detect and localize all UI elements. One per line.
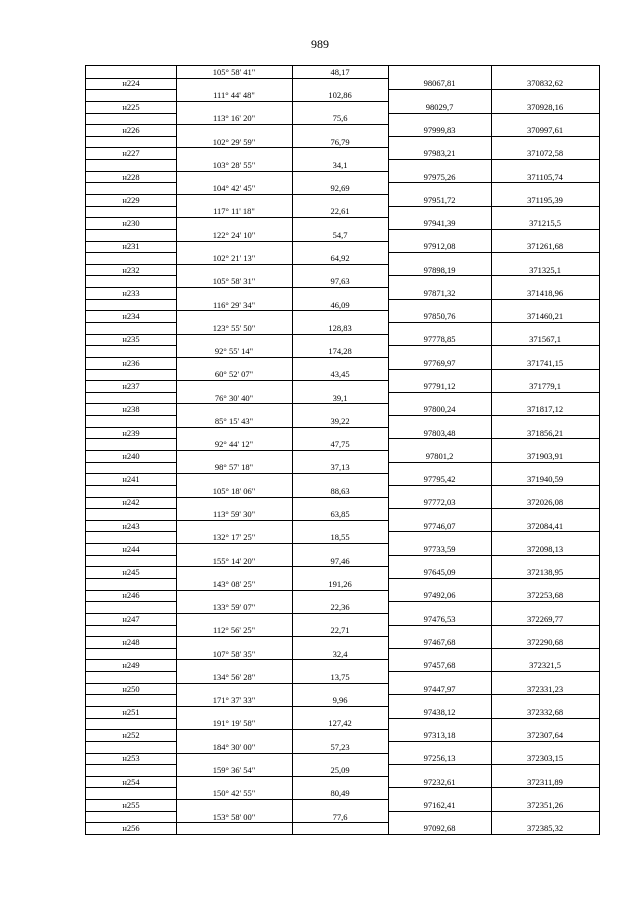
row-divider <box>86 159 176 160</box>
row-divider <box>86 299 176 300</box>
coord-x-cell: 97256,13 <box>423 753 456 763</box>
point-name-cell: н250 <box>122 684 140 694</box>
angle-cell: 123° 55' 50" <box>212 323 256 333</box>
row-divider <box>86 206 176 207</box>
row-divider <box>86 415 176 416</box>
angle-cell: 103° 28' 55" <box>212 160 256 170</box>
row-divider <box>388 229 599 230</box>
row-divider <box>86 555 176 556</box>
coord-y-cell: 372307,64 <box>526 730 564 740</box>
page-number: 989 <box>311 37 329 51</box>
length-cell: 32,4 <box>332 649 348 659</box>
coord-y-cell: 371215,5 <box>529 218 561 228</box>
coord-x-cell: 98029,7 <box>425 102 454 112</box>
length-cell: 54,7 <box>332 230 348 240</box>
coord-x-cell: 97803,48 <box>423 428 456 438</box>
length-cell: 88,63 <box>330 486 350 496</box>
point-name-cell: н247 <box>122 614 140 624</box>
angle-cell: 92° 44' 12" <box>214 439 254 449</box>
angle-cell: 153° 58' 00" <box>212 812 256 822</box>
row-divider <box>86 764 176 765</box>
angle-cell: 105° 18' 06" <box>212 486 256 496</box>
length-cell: 57,23 <box>330 742 350 752</box>
angle-cell: 85° 15' 43" <box>214 416 254 426</box>
point-name-cell: н229 <box>122 195 140 205</box>
length-cell: 77,6 <box>332 812 348 822</box>
row-divider <box>388 159 599 160</box>
row-divider <box>86 671 176 672</box>
coord-y-cell: 372290,68 <box>526 637 564 647</box>
angle-cell: 111° 44' 48" <box>213 90 255 100</box>
row-divider <box>86 485 176 486</box>
length-cell: 18,55 <box>330 532 350 542</box>
angle-cell: 76° 30' 40" <box>214 393 254 403</box>
row-divider <box>86 322 176 323</box>
coord-x-cell: 97898,19 <box>423 265 456 275</box>
coord-y-cell: 371856,21 <box>526 428 564 438</box>
row-divider <box>388 694 599 695</box>
row-divider <box>388 345 599 346</box>
coord-y-cell: 371940,59 <box>526 474 564 484</box>
length-cell: 128,83 <box>328 323 352 333</box>
coord-x-cell: 97457,68 <box>423 660 456 670</box>
angle-cell: 105° 58' 41" <box>212 67 256 77</box>
row-divider <box>388 671 599 672</box>
length-cell: 102,86 <box>328 90 352 100</box>
row-divider <box>388 322 599 323</box>
coord-y-cell: 372138,95 <box>526 567 564 577</box>
coord-y-cell: 370832,62 <box>526 78 564 88</box>
length-cell: 13,75 <box>330 672 350 682</box>
point-name-cell: н253 <box>122 753 140 763</box>
coord-x-cell: 97313,18 <box>423 730 456 740</box>
point-name-cell: н251 <box>122 707 140 717</box>
coord-y-cell: 371325,1 <box>529 265 561 275</box>
length-cell: 39,22 <box>330 416 350 426</box>
row-divider <box>86 252 176 253</box>
angle-cell: 102° 21' 13" <box>212 253 256 263</box>
angle-cell: 116° 29' 34" <box>212 300 256 310</box>
point-name-cell: н241 <box>122 474 140 484</box>
row-divider <box>86 89 176 90</box>
row-divider <box>388 811 599 812</box>
coord-x-cell: 97467,68 <box>423 637 456 647</box>
row-divider <box>388 741 599 742</box>
row-divider <box>388 369 599 370</box>
length-cell: 46,09 <box>330 300 350 310</box>
angle-cell: 132° 17' 25" <box>212 532 256 542</box>
angle-cell: 171° 37' 33" <box>212 695 256 705</box>
row-divider <box>86 694 176 695</box>
point-name-cell: н243 <box>122 521 140 531</box>
coord-y-cell: 371105,74 <box>527 172 563 182</box>
angle-cell: 105° 58' 31" <box>212 276 256 286</box>
coord-y-cell: 372331,23 <box>526 684 564 694</box>
angle-cell: 133° 59' 07" <box>212 602 256 612</box>
row-divider <box>388 718 599 719</box>
row-divider <box>388 206 599 207</box>
row-divider <box>388 136 599 137</box>
point-name-cell: н224 <box>122 78 140 88</box>
angle-cell: 155° 14' 20" <box>212 556 256 566</box>
coord-y-cell: 371195,39 <box>527 195 563 205</box>
coord-x-cell: 97769,97 <box>423 358 456 368</box>
coord-y-cell: 371779,1 <box>529 381 561 391</box>
row-divider <box>388 601 599 602</box>
row-divider <box>388 392 599 393</box>
angle-cell: 191° 19' 58" <box>212 718 256 728</box>
coord-y-cell: 372311,89 <box>527 777 563 787</box>
coord-y-cell: 372303,15 <box>526 753 564 763</box>
coord-x-cell: 97778,85 <box>423 334 456 344</box>
row-divider <box>86 229 176 230</box>
coord-y-cell: 372321,5 <box>529 660 561 670</box>
coord-y-cell: 370997,61 <box>526 125 564 135</box>
point-name-cell: н232 <box>122 265 140 275</box>
row-divider <box>86 741 176 742</box>
length-cell: 97,46 <box>330 556 350 566</box>
point-name-cell: н240 <box>122 451 140 461</box>
row-divider <box>86 182 176 183</box>
length-cell: 43,45 <box>330 369 350 379</box>
row-divider <box>388 415 599 416</box>
point-name-cell: н234 <box>122 311 140 321</box>
row-divider <box>86 648 176 649</box>
angle-cell: 102° 29' 59" <box>212 137 256 147</box>
coord-x-cell: 97983,21 <box>423 148 456 158</box>
row-divider <box>86 601 176 602</box>
angle-cell: 113° 59' 30" <box>212 509 256 519</box>
coord-x-cell: 97772,03 <box>423 497 456 507</box>
coord-x-cell: 97232,61 <box>423 777 456 787</box>
row-divider <box>388 531 599 532</box>
angle-cell: 112° 56' 25" <box>212 625 256 635</box>
point-name-cell: н245 <box>122 567 140 577</box>
coord-y-cell: 372332,68 <box>526 707 564 717</box>
row-divider <box>388 252 599 253</box>
coord-y-cell: 371903,91 <box>526 451 564 461</box>
coord-x-cell: 97795,42 <box>423 474 456 484</box>
angle-cell: 134° 56' 28" <box>212 672 256 682</box>
row-divider <box>86 578 176 579</box>
length-cell: 47,75 <box>330 439 350 449</box>
angle-cell: 98° 57' 18" <box>214 462 254 472</box>
row-divider <box>388 462 599 463</box>
coord-x-cell: 97801,2 <box>425 451 454 461</box>
row-divider <box>86 136 176 137</box>
coord-x-cell: 97492,06 <box>423 590 456 600</box>
row-divider <box>86 531 176 532</box>
coord-y-cell: 371418,96 <box>526 288 564 298</box>
length-cell: 9,96 <box>332 695 348 705</box>
row-divider <box>388 625 599 626</box>
coord-x-cell: 97912,08 <box>423 241 456 251</box>
coord-x-cell: 97999,83 <box>423 125 456 135</box>
length-cell: 48,17 <box>330 67 350 77</box>
length-cell: 80,49 <box>330 788 350 798</box>
coord-y-cell: 372253,68 <box>526 590 564 600</box>
row-divider <box>86 625 176 626</box>
point-name-cell: н246 <box>122 590 140 600</box>
row-divider <box>388 485 599 486</box>
point-name-cell: н254 <box>122 777 140 787</box>
row-divider <box>86 275 176 276</box>
coord-y-cell: 372269,77 <box>526 614 564 624</box>
row-divider <box>86 113 176 114</box>
coord-y-cell: 372098,13 <box>526 544 564 554</box>
length-cell: 92,69 <box>330 183 350 193</box>
coord-x-cell: 97162,41 <box>423 800 456 810</box>
length-cell: 25,09 <box>330 765 350 775</box>
length-cell: 22,71 <box>330 625 350 635</box>
row-divider <box>86 811 176 812</box>
point-name-cell: н235 <box>122 334 140 344</box>
coord-x-cell: 97733,59 <box>423 544 456 554</box>
angle-cell: 107° 58' 35" <box>212 649 256 659</box>
coord-x-cell: 97941,39 <box>423 218 456 228</box>
row-divider <box>388 299 599 300</box>
length-cell: 127,42 <box>328 718 352 728</box>
point-name-cell: н230 <box>122 218 140 228</box>
angle-cell: 113° 16' 20" <box>212 113 256 123</box>
coord-y-cell: 371741,15 <box>526 358 564 368</box>
coord-y-cell: 371072,58 <box>526 148 564 158</box>
row-divider <box>86 369 176 370</box>
angle-cell: 117° 11' 18" <box>213 206 255 216</box>
row-divider <box>86 392 176 393</box>
coord-y-cell: 371567,1 <box>529 334 561 344</box>
point-name-cell: н227 <box>122 148 140 158</box>
row-divider <box>388 578 599 579</box>
length-cell: 22,36 <box>330 602 350 612</box>
coord-y-cell: 370928,16 <box>526 102 564 112</box>
row-divider <box>86 508 176 509</box>
length-cell: 75,6 <box>332 113 348 123</box>
row-divider <box>388 555 599 556</box>
point-name-cell: н238 <box>122 404 140 414</box>
row-divider <box>86 787 176 788</box>
coord-x-cell: 97645,09 <box>423 567 456 577</box>
coord-y-cell: 372385,32 <box>526 823 564 833</box>
point-name-cell: н239 <box>122 428 140 438</box>
length-cell: 64,92 <box>330 253 350 263</box>
coord-x-cell: 97438,12 <box>423 707 456 717</box>
angle-cell: 159° 36' 54" <box>212 765 256 775</box>
length-cell: 22,61 <box>330 206 350 216</box>
coord-x-cell: 97800,24 <box>423 404 456 414</box>
coord-y-cell: 372026,08 <box>526 497 564 507</box>
angle-cell: 184° 30' 00" <box>212 742 256 752</box>
point-name-cell: н252 <box>122 730 140 740</box>
row-divider <box>86 438 176 439</box>
point-name-cell: н242 <box>122 497 140 507</box>
row-divider <box>86 462 176 463</box>
angle-cell: 92° 55' 14" <box>214 346 254 356</box>
coord-x-cell: 98067,81 <box>423 78 456 88</box>
angle-cell: 104° 42' 45" <box>212 183 256 193</box>
point-name-cell: н226 <box>122 125 140 135</box>
length-cell: 191,26 <box>328 579 352 589</box>
point-name-cell: н228 <box>122 172 140 182</box>
coord-x-cell: 97791,12 <box>423 381 456 391</box>
point-name-cell: н237 <box>122 381 140 391</box>
length-cell: 76,79 <box>330 137 350 147</box>
row-divider <box>388 182 599 183</box>
row-divider <box>388 89 599 90</box>
coord-y-cell: 372351,26 <box>526 800 564 810</box>
length-cell: 63,85 <box>330 509 350 519</box>
angle-cell: 60° 52' 07" <box>214 369 254 379</box>
coordinates-table <box>85 65 600 835</box>
coord-y-cell: 371817,12 <box>526 404 564 414</box>
coord-y-cell: 371261,68 <box>526 241 564 251</box>
coord-x-cell: 97850,76 <box>423 311 456 321</box>
row-divider <box>388 648 599 649</box>
angle-cell: 143° 08' 25" <box>212 579 256 589</box>
point-name-cell: н236 <box>122 358 140 368</box>
coord-x-cell: 97746,07 <box>423 521 456 531</box>
point-name-cell: н249 <box>122 660 140 670</box>
point-name-cell: н233 <box>122 288 140 298</box>
angle-cell: 150° 42' 55" <box>212 788 256 798</box>
point-name-cell: н244 <box>122 544 140 554</box>
length-cell: 39,1 <box>332 393 348 403</box>
length-cell: 34,1 <box>332 160 348 170</box>
point-name-cell: н248 <box>122 637 140 647</box>
coord-x-cell: 97092,68 <box>423 823 456 833</box>
coord-x-cell: 97975,26 <box>423 172 456 182</box>
coord-y-cell: 372084,41 <box>526 521 564 531</box>
point-name-cell: н256 <box>122 823 140 833</box>
point-name-cell: н231 <box>122 241 140 251</box>
coord-x-cell: 97951,72 <box>423 195 456 205</box>
coord-y-cell: 371460,21 <box>526 311 564 321</box>
row-divider <box>388 113 599 114</box>
point-name-cell: н255 <box>122 800 140 810</box>
length-cell: 37,13 <box>330 462 350 472</box>
length-cell: 97,63 <box>330 276 350 286</box>
point-name-cell: н225 <box>122 102 140 112</box>
row-divider <box>388 275 599 276</box>
coord-x-cell: 97871,32 <box>423 288 456 298</box>
row-divider <box>388 438 599 439</box>
row-divider <box>388 787 599 788</box>
coord-x-cell: 97476,53 <box>423 614 456 624</box>
length-cell: 174,28 <box>328 346 352 356</box>
row-divider <box>86 718 176 719</box>
coord-x-cell: 97447,97 <box>423 684 456 694</box>
row-divider <box>388 508 599 509</box>
angle-cell: 122° 24' 10" <box>212 230 256 240</box>
row-divider <box>86 345 176 346</box>
row-divider <box>388 764 599 765</box>
